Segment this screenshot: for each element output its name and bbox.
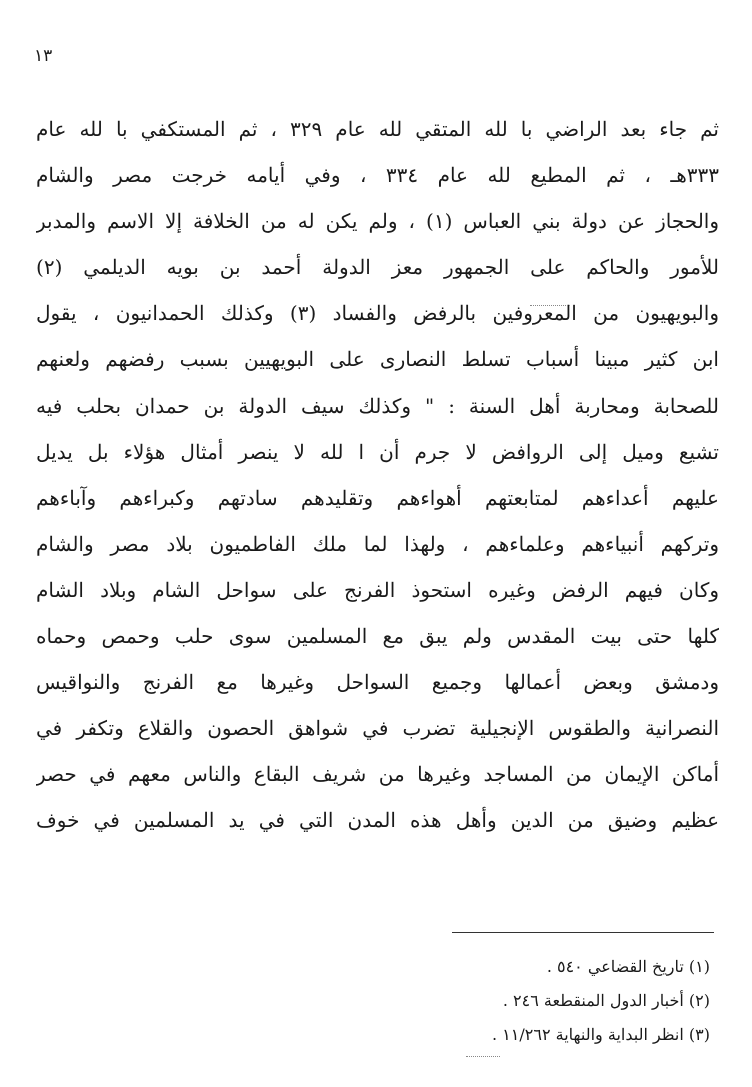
- main-text: [36, 106, 719, 844]
- print-smudge: [466, 1056, 500, 1057]
- footnote-1: (١) تاريخ القضاعي ٥٤٠ .: [546, 957, 710, 976]
- text-line: وتركهم أنبياءهم وعلماءهم ، ولهذا لما ملك الفاطميون بلاد مصر والشام: [36, 531, 719, 556]
- print-smudge: [530, 305, 570, 306]
- text-line: للصحابة ومحاربة أهل السنة : " وكذلك سيف الدولة بن حمدان بحلب فيه: [36, 393, 719, 418]
- text-line: عظيم وضيق من الدين وأهل هذه المدن التي في يد المسلمين في خوف: [36, 808, 719, 833]
- text-line: ودمشق وبعض أعمالها وجميع السواحل وغيرها مع الفرنج والنواقيس: [36, 670, 719, 695]
- text-line: والحجاز عن دولة بني العباس (١) ، ولم يكن له من الخلافة إلا الاسم والمدبر: [36, 209, 719, 234]
- text-line: تشيع وميل إلى الروافض لا جرم أن ا لله لا ينصر أمثال هؤلاء بل يديل: [36, 439, 719, 464]
- text-line: والبويهيون من المعروفين بالرفض والفساد (٣) وكذلك الحمدانيون ، يقول: [36, 301, 719, 326]
- text-line: ابن كثير مبينا أسباب تسلط النصارى على البويهيين بسبب رفضهم ولعنهم: [36, 347, 719, 372]
- footnote-3: (٣) انظر البداية والنهاية ١١/٢٦٢ .: [492, 1025, 710, 1044]
- text-line: كلها حتى بيت المقدس ولم يبق مع المسلمين سوى حلب وحمص وحماه: [36, 624, 719, 649]
- footnotes: [310, 950, 710, 1052]
- page-number: ١٣: [34, 46, 53, 66]
- text-line: وكان فيهم الرفض وغيره استحوذ الفرنج على سواحل الشام وبلاد الشام: [36, 577, 719, 602]
- text-line: ٣٣٣هـ ، ثم المطيع لله عام ٣٣٤ ، وفي أيامه خرجت مصر والشام: [36, 163, 719, 188]
- text-line: عليهم أعداءهم لمتابعتهم أهواءهم وتقليدهم سادتهم وكبراءهم وآباءهم: [36, 485, 719, 510]
- text-line: أماكن الإيمان من المساجد وغيرها من شريف البقاع والناس معهم في حصر: [36, 762, 719, 787]
- text-line: ثم جاء بعد الراضي با لله المتقي لله عام ٣٢٩ ، ثم المستكفي با لله عام: [36, 117, 719, 141]
- footnote-2: (٢) أخبار الدول المنقطعة ٢٤٦ .: [502, 991, 710, 1010]
- footnote-divider: [452, 932, 714, 933]
- text-line: النصرانية والطقوس الإنجيلية تضرب في شواهق الحصون والقلاع وتكفر في: [36, 716, 719, 741]
- text-line: للأمور والحاكم على الجمهور معز الدولة أحمد بن بويه الديلمي (٢): [36, 255, 719, 280]
